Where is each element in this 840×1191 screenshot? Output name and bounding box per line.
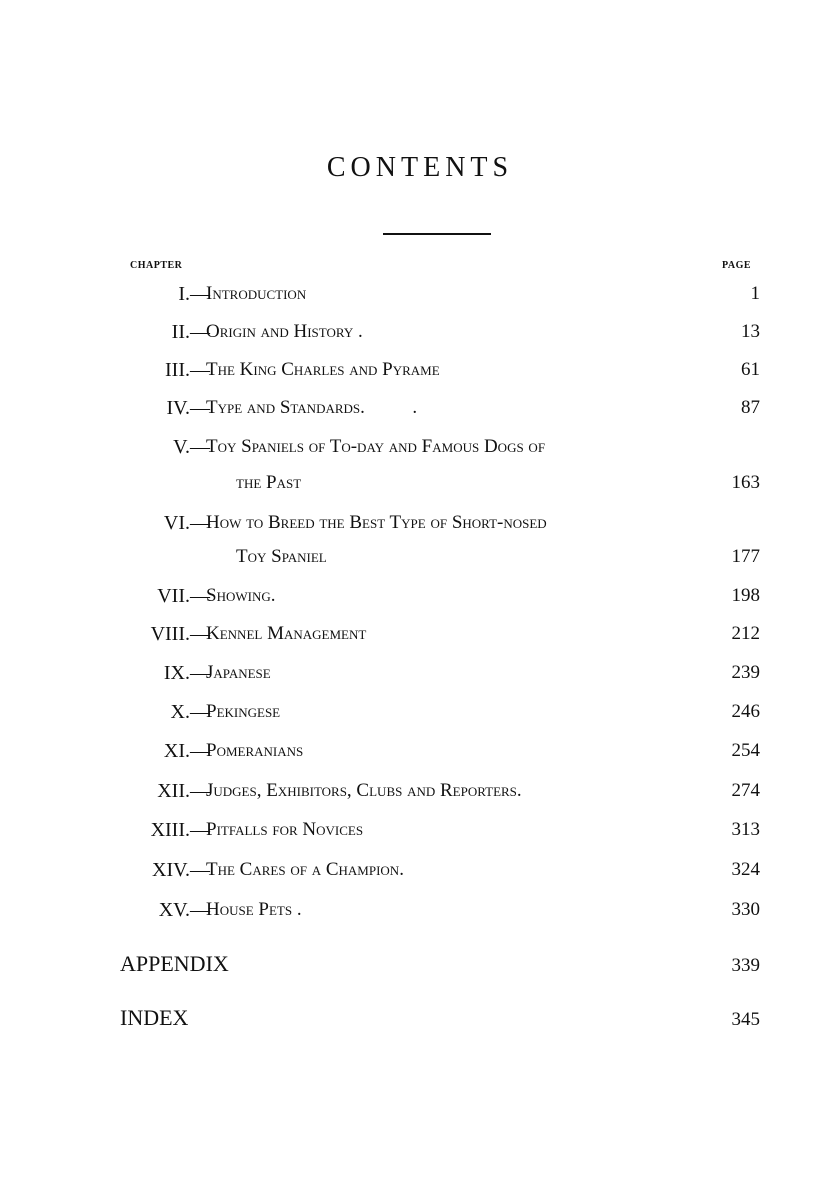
chapter-title: Judges, Exhibitors, Clubs and Reporters. bbox=[206, 780, 522, 801]
toc-entry-12[interactable] bbox=[0, 778, 840, 804]
chapter-title-continued: the Past bbox=[236, 472, 302, 493]
page-number: 87 bbox=[741, 397, 760, 418]
page-number: 198 bbox=[731, 585, 760, 606]
dash: — bbox=[190, 283, 210, 305]
chapter-title: Type and Standards. . bbox=[206, 397, 418, 418]
chapter-title: Origin and History . bbox=[206, 321, 363, 342]
chapter-number: IV. bbox=[166, 397, 190, 419]
page-number: 254 bbox=[731, 740, 760, 761]
dash: — bbox=[190, 512, 210, 534]
chapter-number: VIII. bbox=[150, 623, 190, 645]
dash: — bbox=[190, 819, 210, 841]
chapter-number: VII. bbox=[157, 585, 190, 607]
dash: — bbox=[190, 662, 210, 684]
chapter-title: Pomeranians bbox=[206, 740, 304, 761]
toc-entry-10[interactable] bbox=[0, 699, 840, 725]
toc-entry-11[interactable] bbox=[0, 738, 840, 764]
chapter-number: XV. bbox=[158, 899, 190, 921]
dash: — bbox=[190, 740, 210, 762]
dash: — bbox=[190, 436, 210, 458]
index-label[interactable]: INDEX bbox=[120, 1005, 189, 1030]
toc-entry-5-continued bbox=[0, 470, 840, 496]
toc-entry-2[interactable] bbox=[0, 319, 840, 345]
toc-entry-9[interactable] bbox=[0, 660, 840, 686]
toc-entry-8[interactable] bbox=[0, 621, 840, 647]
dash: — bbox=[190, 397, 210, 419]
page-number: 212 bbox=[731, 623, 760, 644]
page-column-header: PAGE bbox=[722, 260, 752, 271]
chapter-title: Japanese bbox=[206, 662, 271, 683]
page-title: CONTENTS bbox=[326, 152, 514, 183]
toc-entry-1[interactable] bbox=[0, 281, 840, 307]
chapter-number: V. bbox=[173, 436, 190, 458]
page-number: 274 bbox=[731, 780, 760, 801]
chapter-title-continued: Toy Spaniel bbox=[236, 546, 327, 567]
page-number: 330 bbox=[731, 899, 760, 920]
chapter-title: Showing. bbox=[206, 585, 276, 606]
toc-entry-6-continued bbox=[0, 544, 840, 570]
index-page-number: 345 bbox=[731, 1009, 760, 1030]
toc-entry-14[interactable] bbox=[0, 857, 840, 883]
chapter-title: House Pets . bbox=[206, 899, 302, 920]
chapter-title: Pitfalls for Novices bbox=[206, 819, 364, 840]
toc-entry-3[interactable] bbox=[0, 357, 840, 383]
chapter-title: Introduction bbox=[206, 283, 307, 304]
page-number: 246 bbox=[731, 701, 760, 722]
chapter-number: XIII. bbox=[150, 819, 190, 841]
page-number: 313 bbox=[731, 819, 760, 840]
toc-entry-4[interactable] bbox=[0, 395, 840, 421]
page-number: 324 bbox=[731, 859, 760, 880]
toc-entry-6[interactable] bbox=[0, 510, 840, 536]
chapter-number: XI. bbox=[163, 740, 190, 762]
dash: — bbox=[190, 321, 210, 343]
appendix-label[interactable]: APPENDIX bbox=[120, 951, 229, 976]
appendix-page-number: 339 bbox=[731, 955, 760, 976]
chapter-number: XII. bbox=[157, 780, 190, 802]
chapter-column-header: CHAPTER bbox=[130, 260, 183, 271]
chapter-title: Pekingese bbox=[206, 701, 281, 722]
chapter-number: XIV. bbox=[152, 859, 190, 881]
dash: — bbox=[190, 585, 210, 607]
page-number: 163 bbox=[731, 472, 760, 493]
toc-entry-5[interactable] bbox=[0, 434, 840, 460]
dash: — bbox=[190, 780, 210, 802]
chapter-title: Toy Spaniels of To-day and Famous Dogs of bbox=[206, 436, 546, 457]
chapter-title: The King Charles and Pyrame bbox=[206, 359, 440, 380]
toc-entry-7[interactable] bbox=[0, 583, 840, 609]
chapter-number: III. bbox=[165, 359, 190, 381]
chapter-number: I. bbox=[178, 283, 190, 305]
chapter-number: IX. bbox=[163, 662, 190, 684]
page-number: 177 bbox=[731, 546, 760, 567]
page-number: 239 bbox=[731, 662, 760, 683]
chapter-number: II. bbox=[171, 321, 190, 343]
dash: — bbox=[190, 623, 210, 645]
dash: — bbox=[190, 859, 210, 881]
dash: — bbox=[190, 899, 210, 921]
chapter-title: How to Breed the Best Type of Short-nosed bbox=[206, 512, 547, 533]
toc-entry-15[interactable] bbox=[0, 897, 840, 923]
chapter-number: X. bbox=[170, 701, 190, 723]
dash: — bbox=[190, 359, 210, 381]
chapter-number: VI. bbox=[163, 512, 190, 534]
page-number: 1 bbox=[750, 283, 760, 304]
dash: — bbox=[190, 701, 210, 723]
chapter-title: The Cares of a Champion. bbox=[206, 859, 404, 880]
chapter-title: Kennel Management bbox=[206, 623, 367, 644]
page-number: 13 bbox=[741, 321, 760, 342]
page-number: 61 bbox=[741, 359, 760, 380]
toc-entry-13[interactable] bbox=[0, 817, 840, 843]
title-rule bbox=[383, 233, 491, 235]
